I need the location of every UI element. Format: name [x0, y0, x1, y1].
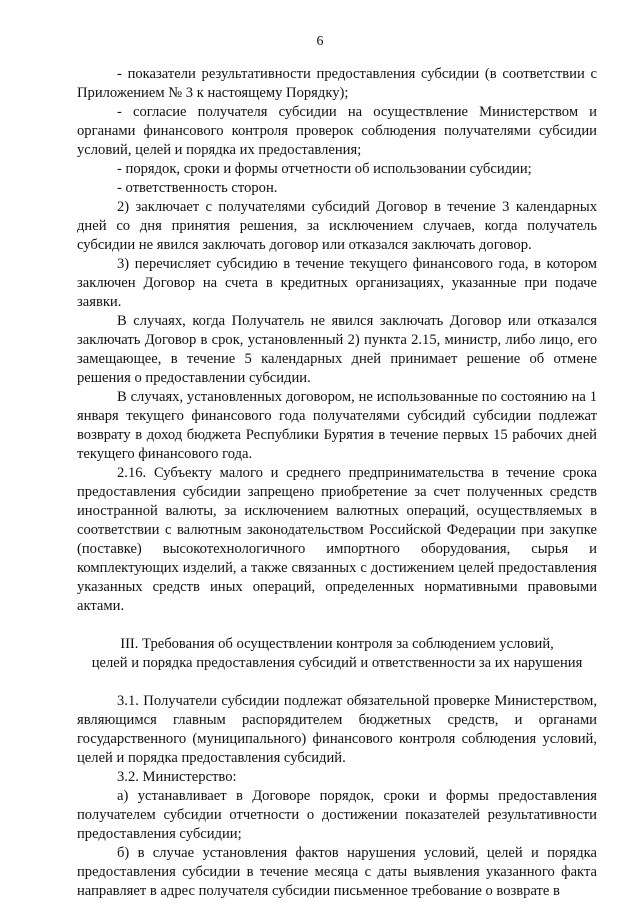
paragraph: В случаях, установленных договором, не использованные по состоянию на 1 января текущего финансового года получателями субсидий субсидии подлежат возврату в доход бюджета Республики Бурятия в течение первых 15 рабочих дней текущего финансового года. [77, 389, 597, 462]
paragraph: 2.16. Субъекту малого и среднего предпринимательства в течение срока предоставления субсидии запрещено приобретение за счет полученных средств иностранной валюты, за исключением валютных операций, осуществляемых в соответствии с валютным законодательством Российской Федерации при закупке (поставке) высокотехнологичного импортного оборудования, сырья и комплектующих изделий, а также связанных с достижением целей предоставления указанных средств иных операций, определенных нормативными правовыми актами. [77, 465, 597, 614]
paragraph: - показатели результативности предоставления субсидии (в соответствии с Приложением № 3 к настоящему Порядку); [77, 66, 597, 101]
paragraph: а) устанавливает в Договоре порядок, сроки и формы предоставления получателем субсидии отчетности о достижении показателей результативности предоставления субсидии; [77, 788, 597, 842]
paragraph: В случаях, когда Получатель не явился заключать Договор или отказался заключать Договор в срок, установленный 2) пункта 2.15, министр, либо лицо, его замещающее, в течение 5 календарных дней принимает решение об отмене решения о предоставлении субсидии. [77, 313, 597, 386]
paragraph: 3) перечисляет субсидию в течение текущего финансового года, в котором заключен Договор на счета в кредитных организациях, указанные при подаче заявки. [77, 256, 597, 310]
paragraph: б) в случае установления фактов нарушения условий, целей и порядка предоставления субсидии в течение месяца с даты выявления указанного факта направляет в адрес получателя субсидии письменное требование о возврате в [77, 845, 597, 899]
paragraph: 2) заключает с получателями субсидий Договор в течение 3 календарных дней со дня принятия решения, за исключением случаев, когда получатель субсидии не явился заключать договор или отказался заключать договор. [77, 199, 597, 253]
paragraph: - согласие получателя субсидии на осуществление Министерством и органами финансового контроля проверок соблюдения получателями субсидии условий, целей и порядка их предоставления; [77, 104, 597, 158]
section-title-line: III. Требования об осуществлении контроля за соблюдением условий, [120, 636, 554, 652]
document-body [77, 65, 597, 901]
paragraph: - ответственность сторон. [117, 180, 278, 196]
section-title-line: целей и порядка предоставления субсидий и ответственности за их нарушения [91, 655, 583, 671]
paragraph: 3.2. Министерство: [117, 769, 237, 785]
paragraph: 3.1. Получатели субсидии подлежат обязательной проверке Министерством, являющимся главным распорядителем бюджетных средств, и органами государственного (муниципального) финансового контроля соблюдения условий, целей и порядка предоставления субсидий. [77, 693, 597, 766]
page-number: 6 [316, 34, 324, 49]
paragraph: - порядок, сроки и формы отчетности об использовании субсидии; [117, 161, 532, 177]
